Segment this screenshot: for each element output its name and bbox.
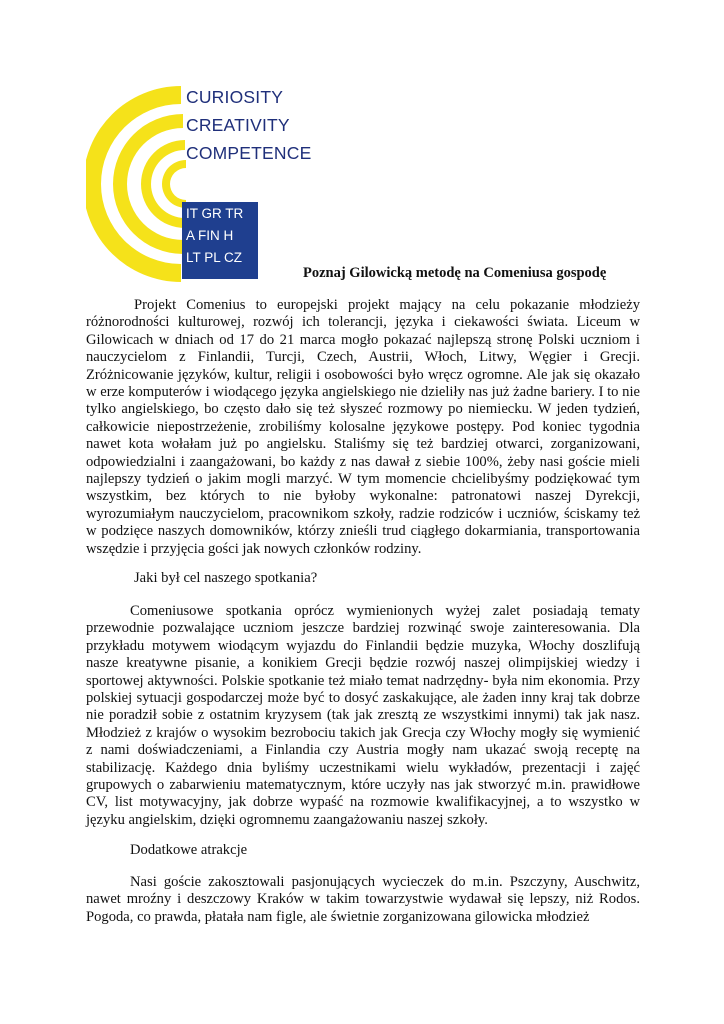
paragraph-intro: Projekt Comenius to europejski projekt mający na celu pokazanie młodzieży różnorodności kulturowej, rozwój ich tolerancji, języka i ciekawości świata. Liceum w Gilowicach w dniach od 17 do 21 marca mogło pokazać najlepszą stronę Polski uczniom i nauczycielom z Finlandii, Turcji, Czech, Austrii, Włoch, Litwy, Węgier i Grecji. Zróżnicowanie języków, kultur, religii i osobowości było wręcz ogromne. Ale jak się okazało w erze komputerów i wiodącego języka angielskiego nie dzieliły nas już żadne bariery. I to nie tylko angielskiego, bo często dało się też słyszeć rozmowy po niemiecku. W jeden tydzień, całkowicie niepostrzeżenie, zrobiliśmy kolosalne językowe postępy. Pod koniec tygodnia nawet kota wołałam już po angielsku. Staliśmy się też bardziej otwarci, zorganizowani, odpowiedzialni i zaangażowani, bo każdy z nas dawał z siebie 100%, żeby nasi goście mieli najlepszy tydzień o jakim mogli marzyć. W tym momencie chcielibyśmy podziękować tym wszystkim, bez których to nie byłoby wykonalne: patronatowi naszej Dyrekcji, wyrozumiałym nauczycielom, pracownikom szkoły, radzie rodziców i uczniów, ściskamy też w podzięce naszych domowników, którzy znieśli trud ciągłego dokarmiania, transportowania wszędzie i przyjęcia gości jak nowych członków rodziny. [86, 297, 640, 557]
country-line: LT PL CZ [186, 250, 243, 265]
paragraph-goal: Comeniusowe spotkania oprócz wymienionych wyżej zalet posiadają tematy przewodnie pozwalające uczniom jeszcze bardziej rozwinąć swoje zainteresowania. Dla przykładu motywem wiodącym wyjazdu do Finlandii będzie muzyka, Włochy doszlifują nasze kreatywne pisanie, a konikiem Grecji będzie rozwój naszej olimpijskiej wiedzy i sportowej aktywności. Polskie spotkanie też miało temat nadrzędny- była nim ekonomia. Przy polskiej sytuacji gospodarczej może być to dosyć zaskakujące, ale żaden inny kraj tak dobrze nie poradził sobie z ostatnim kryzysem (tak jak zresztą ze wszystkimi innymi) tak jak nasz. Młodzież z krajów o wysokim bezrobociu takich jak Grecja czy Włochy mogły się wymienić z nami doświadczeniami, a Finlandia czy Austria mogły nam ukazać swoją receptę na stabilizację. Każdego dnia byliśmy uczestnikami wielu wykładów, prezentacji i zajęć grupowych o zabarwieniu matematycznym, które uczyły nas jak stworzyć m.in. prawidłowe CV, list motywacyjny, jak dobrze wypaść na rozmowie kwalifikacyjnej, a to wszystko w języku angielskim, dzięki ogromnemu zaangażowaniu naszej szkoły. [86, 603, 640, 828]
paragraph-attractions: Nasi goście zakosztowali pasjonujących wycieczek do m.in. Pszczyny, Auschwitz, nawet mroźny i deszczowy Kraków w takim towarzystwie wydawał się lepszy, niż Rodos. Pogoda, co prawda, płatała nam figle, ale świetnie zorganizowana gilowicka młodzież [86, 874, 640, 925]
article-title: Poznaj Gilowicką metodę na Comeniusa gospodę [303, 265, 607, 281]
country-line: A FIN H [186, 228, 234, 243]
section-heading-attractions: Dodatkowe atrakcje [130, 842, 248, 858]
section-heading-goal: Jaki był cel naszego spotkania? [134, 570, 318, 586]
logo-word-curiosity: CURIOSITY [186, 87, 284, 107]
country-line: IT GR TR [186, 206, 244, 221]
logo-word-competence: COMPETENCE [186, 143, 312, 163]
country-codes-box [182, 202, 258, 279]
logo-word-creativity: CREATIVITY [186, 115, 290, 135]
